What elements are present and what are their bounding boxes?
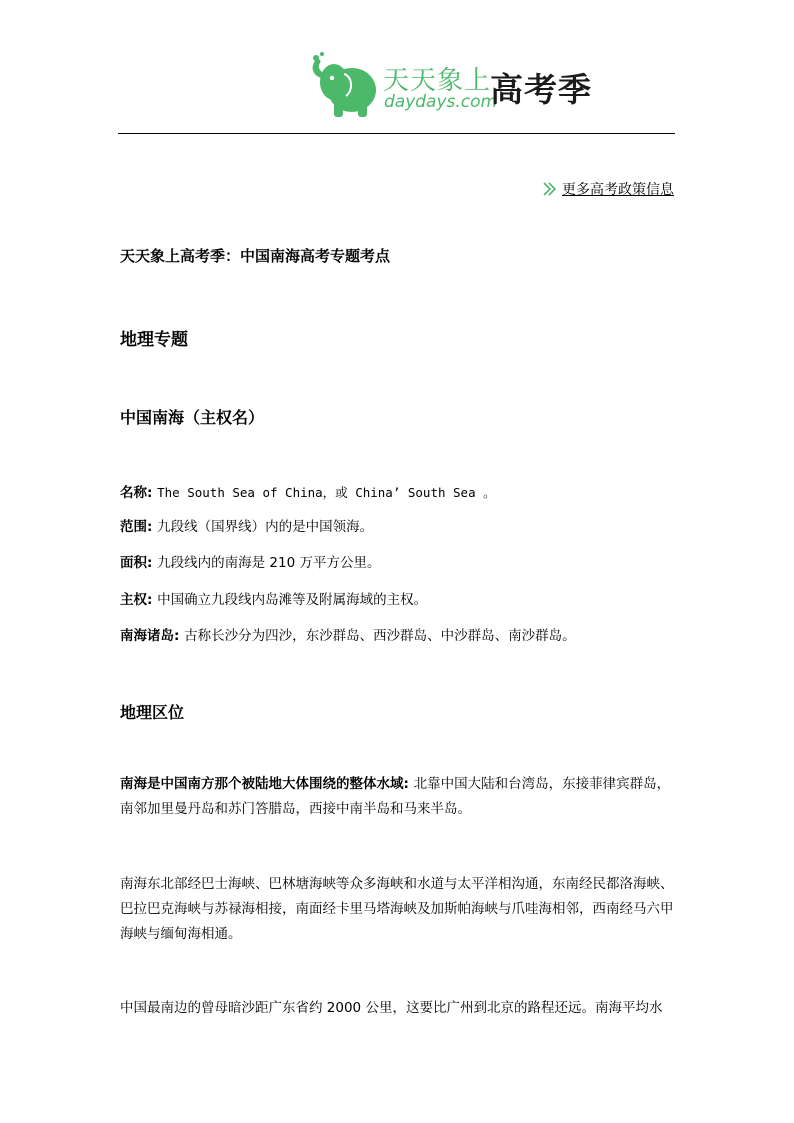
section-heading-south-sea: 中国南海（主权名）	[120, 408, 265, 427]
fact-islands	[120, 624, 676, 649]
paragraph-separator: :	[403, 776, 414, 792]
fact-name	[120, 480, 676, 506]
fact-text: 古称长沙分为四沙，东沙群岛、西沙群岛、中沙群岛、南沙群岛。	[184, 628, 576, 644]
fact-separator: :	[147, 519, 158, 535]
fact-label: 主权	[120, 592, 147, 608]
document-title: 天天象上高考季：中国南海高考专题考点	[120, 247, 391, 265]
fact-separator: :	[147, 485, 158, 501]
brand-domain: daydays.com	[384, 92, 498, 112]
fact-separator: :	[174, 628, 185, 644]
fact-separator: :	[147, 592, 158, 608]
elephant-logo-icon	[308, 52, 382, 118]
section-heading-geography: 地理专题	[120, 330, 188, 350]
fact-range	[120, 515, 676, 540]
paragraph	[120, 872, 676, 947]
fact-separator: :	[147, 555, 158, 571]
paragraph	[120, 772, 676, 822]
fact-area	[120, 551, 676, 576]
section-heading-location: 地理区位	[120, 703, 185, 722]
fact-sovereignty	[120, 588, 676, 613]
more-policy-info-link[interactable]	[541, 179, 674, 199]
paragraph-lead: 南海是中国南方那个被陆地大体围绕的整体水域	[120, 776, 404, 792]
more-policy-info-label: 更多高考政策信息	[562, 182, 674, 198]
header-divider	[118, 133, 675, 134]
fact-label: 面积	[120, 555, 147, 571]
paragraph	[120, 996, 676, 1021]
header	[0, 52, 794, 118]
fact-label: 范围	[120, 519, 147, 535]
fact-text: 九段线（国界线）内的是中国领海。	[157, 519, 374, 535]
brand-season-title: 高考季	[490, 70, 592, 109]
fact-text: 中国确立九段线内岛滩等及附属海域的主权。	[157, 592, 428, 608]
fact-label: 名称	[120, 485, 147, 501]
double-chevron-right-icon	[541, 180, 559, 198]
paragraph-text: 北靠中国大陆和台湾岛，东接菲律宾群岛，南邻加里曼丹岛和苏门答腊岛，西接中南半岛和马来半岛。	[120, 776, 671, 817]
fact-label: 南海诸岛	[120, 628, 174, 644]
fact-text: The South Sea of China，或 China’ South Sea 。	[157, 485, 496, 500]
brand-name-cn: 天天象上	[383, 66, 492, 96]
paragraph-text: 中国最南边的曾母暗沙距广东省约 2000 公里，这要比广州到北京的路程还远。南海平均水	[120, 1000, 663, 1016]
fact-text: 九段线内的南海是 210 万平方公里。	[157, 555, 381, 571]
paragraph-text: 南海东北部经巴士海峡、巴林塘海峡等众多海峡和水道与太平洋相沟通，东南经民都洛海峡、巴拉巴克海峡与苏禄海相接，南面经卡里马塔海峡及加斯帕海峡与爪哇海相邻，西南经马六甲海峡与缅甸海相通。	[120, 876, 674, 942]
